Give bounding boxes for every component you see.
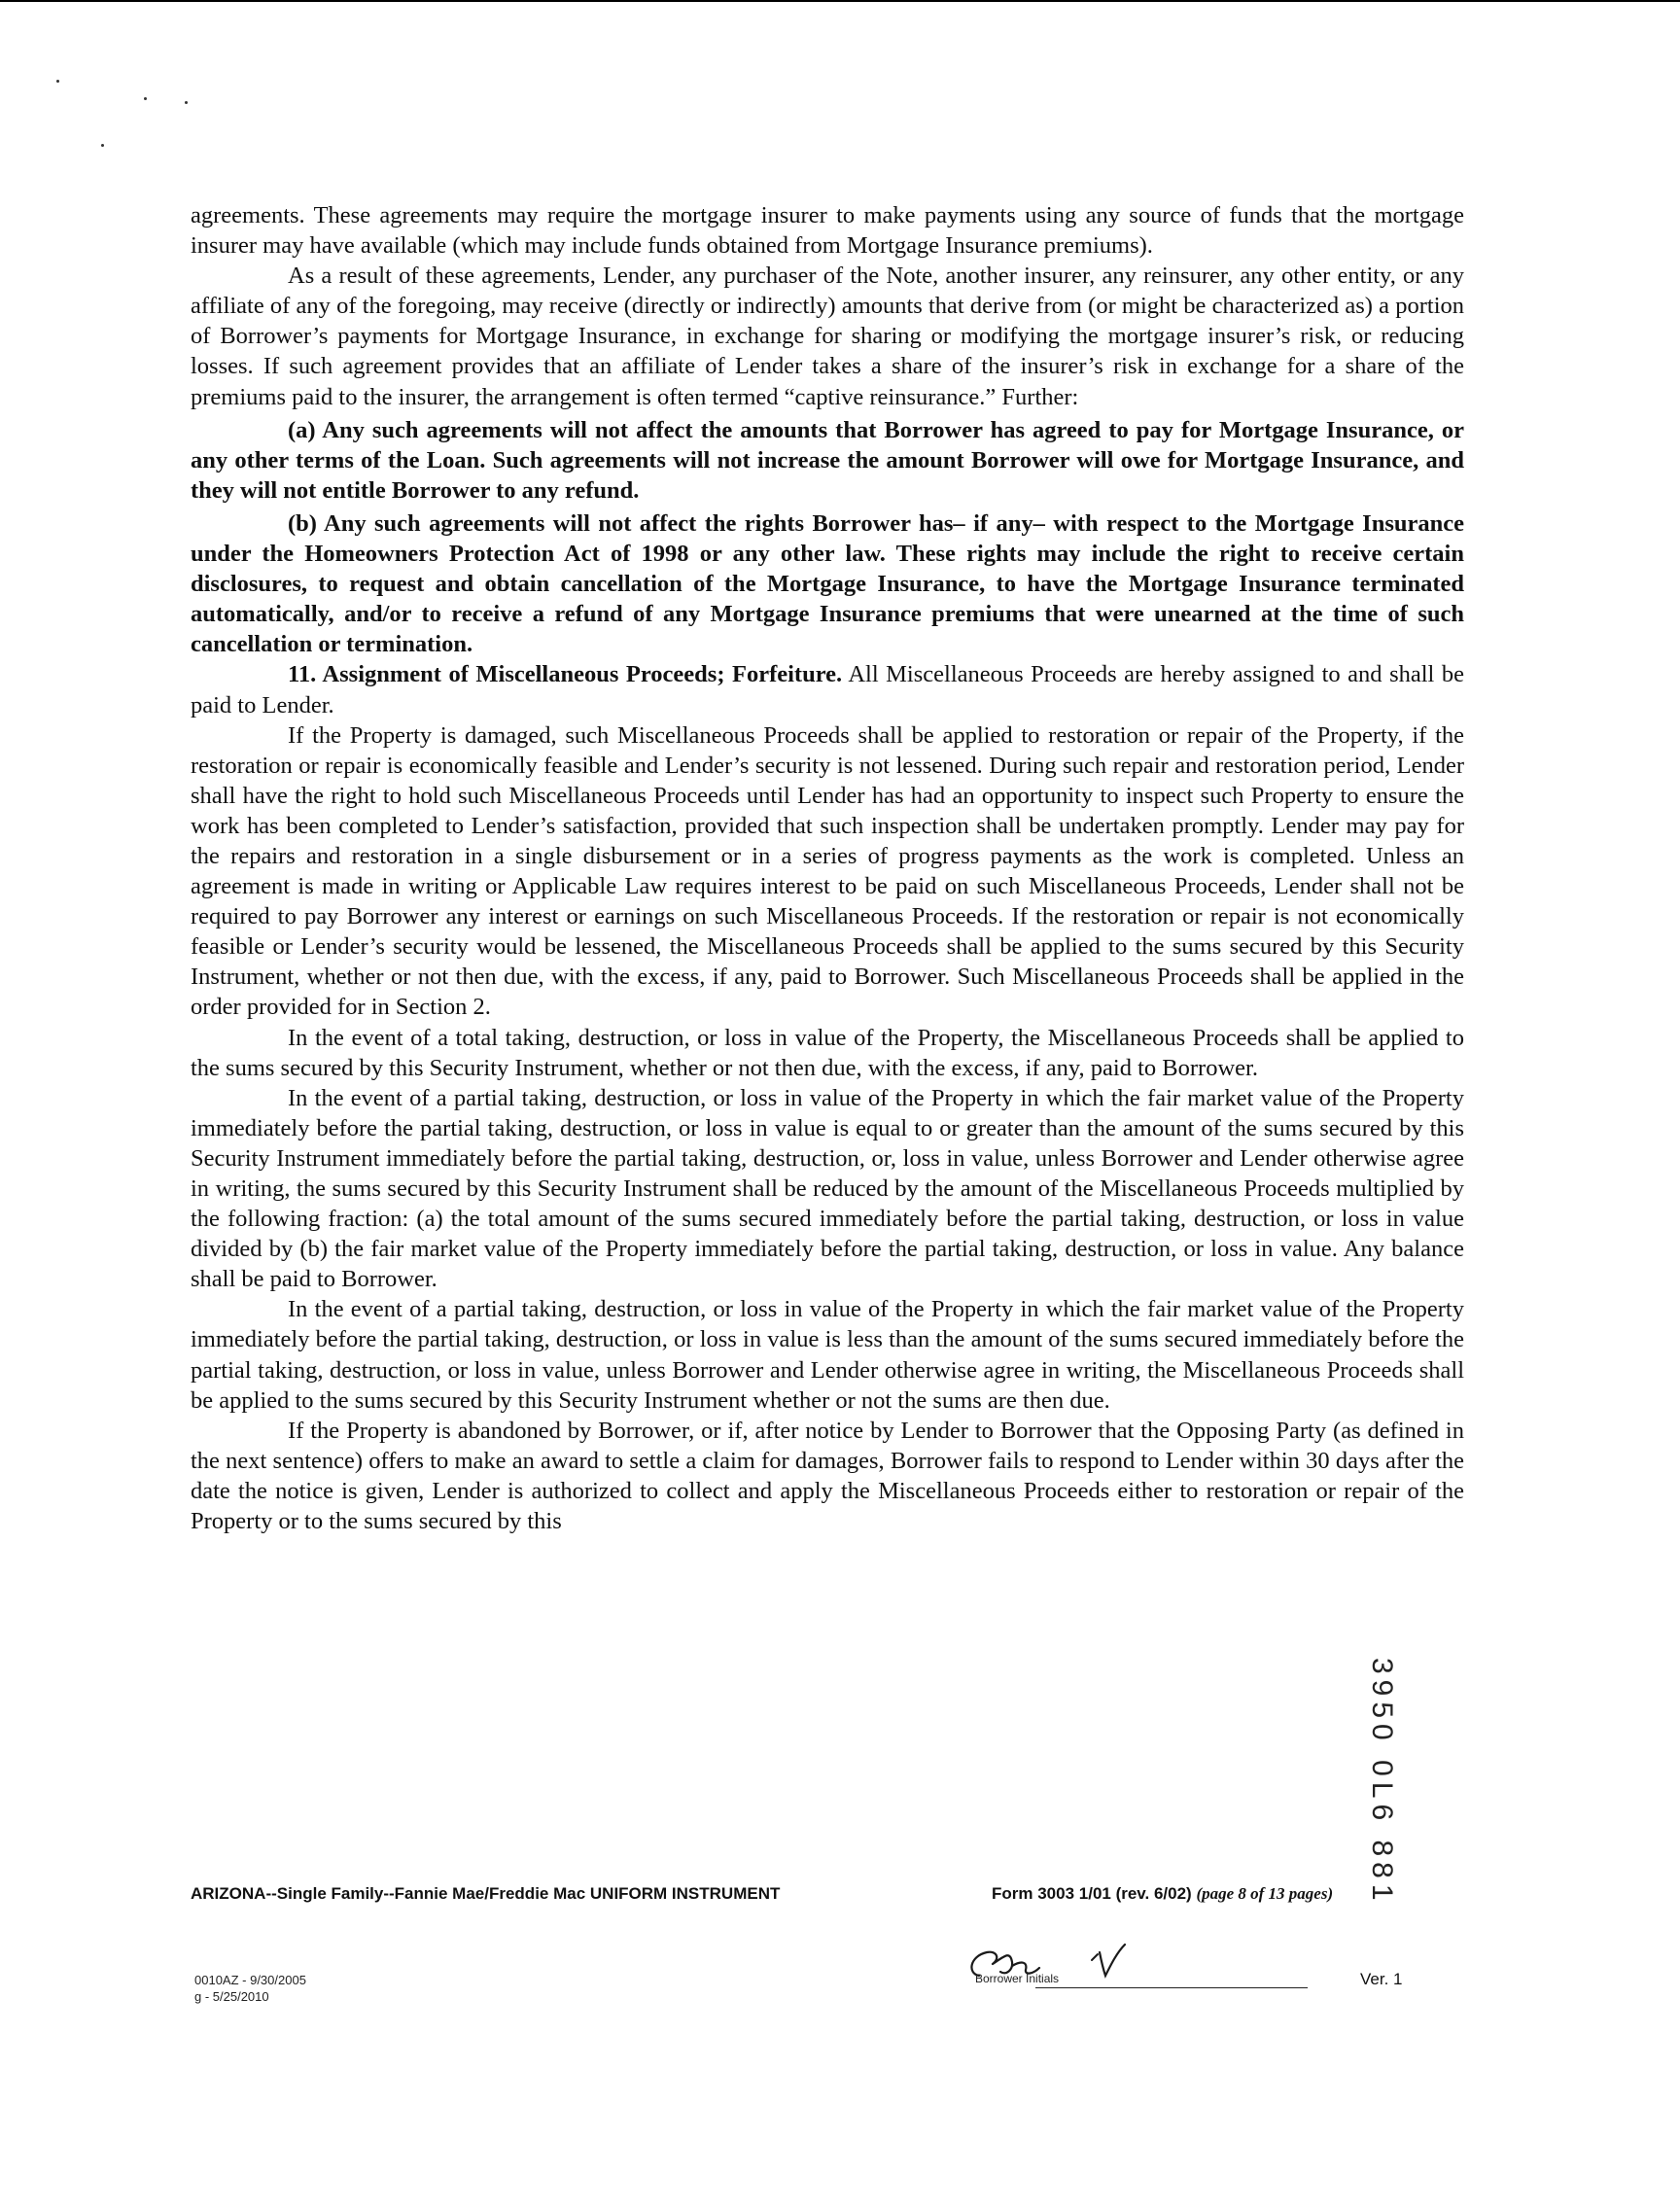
form-number-group [992, 1884, 1333, 1904]
paragraph: In the event of a partial taking, destruction, or loss in value of the Property in which the fair market value of the Property immediately before the partial taking, destruction, or loss in value is equal to or greater than the amount of the sums secured by this Security Instrument immediately before the partial taking, destruction, or, loss in value, unless Borrower and Lender otherwise agree in writing, the sums secured by this Security Instrument shall be reduced by the amount of the Miscellaneous Proceeds multiplied by the following fraction: (a) the total amount of the sums secured immediately before the partial taking, destruction, or loss in value divided by (b) the fair market value of the Property immediately before the partial taking, destruction, or loss in value. Any balance shall be paid to Borrower. [191, 1084, 1464, 1293]
version-label: Ver. 1 [1360, 1970, 1403, 1988]
initials-label: Borrower Initials [975, 1972, 1060, 1985]
revision-code: g - 5/25/2010 [194, 1989, 269, 2004]
top-border [0, 0, 1680, 2]
footer-codes [194, 1972, 306, 2005]
paragraph: If the Property is damaged, such Miscellaneous Proceeds shall be applied to restoration or repair of the Property, if the restoration or repair is economically feasible and Lender’s security is not lessened. During such repair and restoration period, Lender shall have the right to hold such Miscellaneous Proceeds until Lender has had an opportunity to inspect such Property to ensure the work has been completed to Lender’s satisfaction, provided that such inspection shall be undertaken promptly. Lender may pay for the repairs and restoration in a single disbursement or in a series of progress payments as the work is completed. Unless an agreement is made in writing or Applicable Law requires interest to be paid on such Miscellaneous Proceeds, Lender shall not be required to pay Borrower any interest or earnings on such Miscellaneous Proceeds. If the restoration or repair is not economically feasible or Lender’s security would be lessened, the Miscellaneous Proceeds shall be applied to the sums secured by this Security Instrument, whether or not then due, with the excess, if any, paid to Borrower. Such Miscellaneous Proceeds shall be applied in the order provided for in Section 2. [191, 721, 1464, 1021]
section-text: All Miscellaneous Proceeds are hereby assigned to and shall be paid to Lender. [191, 661, 1464, 719]
scan-speck [144, 97, 147, 100]
side-stamp-number: 3950 0L6 881 [1366, 1658, 1398, 1907]
page-count: (page 8 of 13 pages) [1196, 1884, 1334, 1903]
section-heading: 11. Assignment of Miscellaneous Proceeds; Forfeiture. [288, 661, 843, 688]
paragraph: In the event of a total taking, destruction, or loss in value of the Property, the Miscellaneous Proceeds shall be applied to the sums secured by this Security Instrument, whether or not then due, with the excess, if any, paid to Borrower. [191, 1024, 1464, 1081]
handwritten-initials-icon [958, 1937, 1152, 1995]
paragraph: agreements. These agreements may require the mortgage insurer to make payments using any source of funds that the mortgage insurer may have available (which may include funds obtained from Mortgage Insurance premiums). [191, 202, 1464, 260]
initials-underline [1035, 1987, 1308, 1988]
scan-speck [56, 80, 59, 83]
form-code: 0010AZ - 9/30/2005 [194, 1973, 306, 1987]
scan-speck [101, 144, 104, 147]
paragraph: In the event of a partial taking, destruction, or loss in value of the Property in which the fair market value of the Property immediately before the partial taking, destruction, or loss in value is less than the amount of the sums secured immediately before the partial taking, destruction, or loss in value, unless Borrower and Lender otherwise agree in writing, the Miscellaneous Proceeds shall be applied to the sums secured by this Security Instrument whether or not the sums are then due. [191, 1296, 1464, 1414]
bold-paragraph-b: (b) Any such agreements will not affect the rights Borrower has– if any– with respect to the Mortgage Insurance under the Homeowners Protection Act of 1998 or any other law. These rights may include the right to receive certain disclosures, to request and obtain cancellation of the Mortgage Insurance, to have the Mortgage Insurance terminated automatically, and/or to receive a refund of any Mortgage Insurance premiums that were unearned at the time of such cancellation or termination. [191, 509, 1464, 658]
borrower-initials-area [958, 1937, 1424, 2015]
form-title: ARIZONA--Single Family--Fannie Mae/Freddie Mac UNIFORM INSTRUMENT [191, 1884, 781, 1903]
section-11 [191, 659, 1464, 719]
paragraph: As a result of these agreements, Lender, any purchaser of the Note, another insurer, any reinsurer, any other entity, or any affiliate of any of the foregoing, may receive (directly or indirectly) amounts that derive from (or might be characterized as) a portion of Borrower’s payments for Mortgage Insurance, in exchange for sharing or modifying the mortgage insurer’s risk, or reducing losses. If such agreement provides that an affiliate of Lender takes a share of the insurer’s risk in exchange for a share of the premiums paid to the insurer, the arrangement is often termed “captive reinsurance.” Further: [191, 263, 1464, 410]
scan-speck [185, 101, 188, 104]
paragraph: If the Property is abandoned by Borrower, or if, after notice by Lender to Borrower that the Opposing Party (as defined in the next sentence) offers to make an award to settle a claim for damages, Borrower fails to respond to Lender within 30 days after the date the notice is given, Lender is authorized to collect and apply the Miscellaneous Proceeds either to restoration or repair of the Property or to the sums secured by this [191, 1417, 1464, 1535]
document-body [191, 200, 1464, 1536]
bold-paragraph-a: (a) Any such agreements will not affect the amounts that Borrower has agreed to pay for Mortgage Insurance, or any other terms of the Loan. Such agreements will not increase the amount Borrower will owe for Mortgage Insurance, and they will not entitle Borrower to any refund. [191, 416, 1464, 504]
form-number: Form 3003 1/01 (rev. 6/02) [992, 1884, 1192, 1903]
